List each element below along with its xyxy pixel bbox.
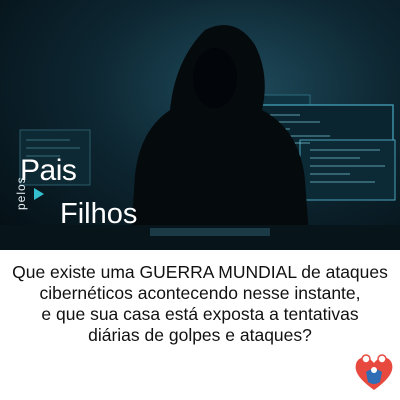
family-heart-logo-icon (352, 350, 396, 394)
caption-line: Que existe uma GUERRA MUNDIAL de ataques (12, 262, 388, 282)
caption-line: diárias de golpes e ataques? (88, 325, 312, 345)
brand-filhos-text: Filhos (60, 198, 138, 230)
brand-logo (14, 150, 164, 245)
caption-line: e que sua casa está exposta a tentativas (41, 304, 359, 324)
brand-pais-text: Pais (20, 154, 77, 187)
brand-pelos-text: pelos (14, 176, 28, 210)
caption-line: cibernéticos acontecendo nesse instante, (39, 283, 361, 303)
play-triangle-icon (34, 188, 44, 200)
caption-text (0, 262, 400, 346)
